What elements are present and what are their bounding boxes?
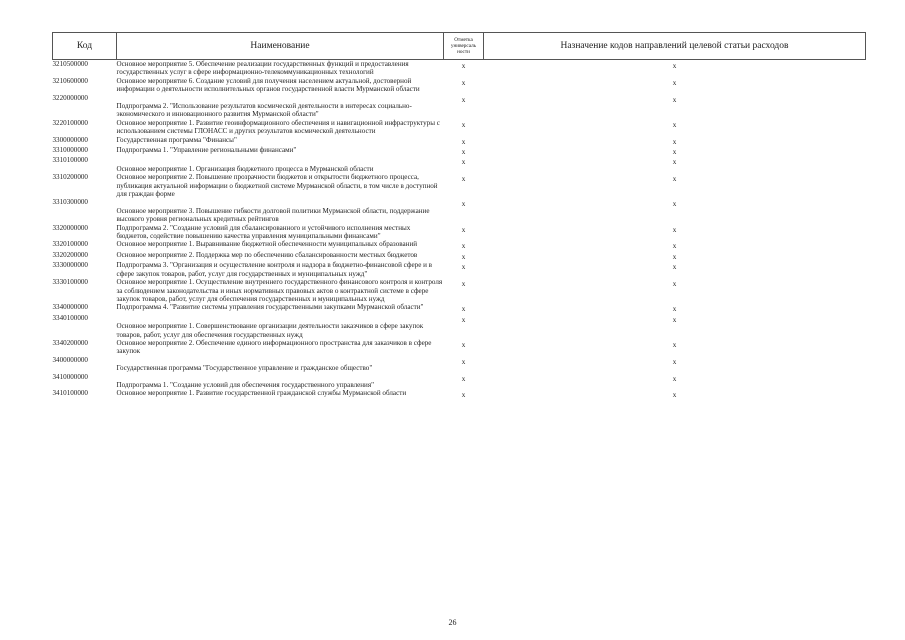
row-flag	[444, 60, 484, 77]
row-name: Основное мероприятие 1. Выравнивание бюджетной обеспеченности муниципальных образований	[116, 240, 418, 249]
table-row	[53, 119, 866, 136]
table-row	[53, 94, 866, 119]
row-flag-mark: x	[461, 225, 466, 234]
row-target-mark: x	[672, 242, 677, 251]
header-code: Код	[53, 33, 117, 60]
page-number: 26	[448, 618, 457, 627]
row-code: 3400000000	[52, 355, 88, 364]
row-code: 3410100000	[52, 389, 88, 398]
header-universality-flag: Отметка универсаль ности	[444, 33, 484, 60]
row-code: 3330100000	[52, 278, 88, 287]
row-target	[484, 94, 866, 119]
row-name: Подпрограмма 1. "Создание условий для обеспечения государственного управления"	[116, 380, 375, 389]
table-row	[53, 251, 866, 261]
row-code: 3210500000	[52, 60, 88, 68]
row-target-mark: x	[672, 62, 677, 70]
row-flag-mark: x	[461, 252, 466, 261]
table-row	[53, 77, 866, 94]
row-flag-mark: x	[461, 175, 466, 184]
row-target-mark: x	[672, 374, 677, 383]
header-name: Наименование	[117, 33, 444, 60]
row-flag-mark: x	[461, 280, 466, 289]
row-name: Государственная программа "Финансы"	[116, 135, 237, 144]
table-row	[53, 389, 866, 399]
row-flag-mark: x	[461, 340, 466, 349]
row-flag-mark: x	[461, 120, 466, 129]
row-target	[484, 77, 866, 94]
row-name: Подпрограмма 2. "Использование результатов космической деятельности в интересах социально-экономического и инновационного развития Мурманской области"	[116, 102, 412, 119]
row-code: 3410000000	[52, 372, 88, 381]
table-row	[53, 60, 866, 77]
row-flag-mark: x	[461, 200, 466, 209]
table-row	[53, 146, 866, 156]
row-name: Подпрограмма 1. "Управление региональными финансами"	[116, 146, 297, 155]
row-flag-mark: x	[461, 242, 466, 251]
row-name: Основное мероприятие 1. Организация бюджетного процесса в Мурманской области	[116, 164, 374, 173]
table-body	[53, 60, 866, 400]
row-code: 3340100000	[52, 313, 88, 322]
row-target	[484, 60, 866, 77]
row-target	[484, 136, 866, 146]
row-target	[484, 356, 866, 373]
row-target	[484, 173, 866, 198]
row-name: Основное мероприятие 6. Создание условий для получения населением актуальной, достоверной информации о деятельности исполнительных органов государственной власти Мурманской области	[116, 76, 420, 94]
row-flag	[444, 303, 484, 313]
row-flag-mark: x	[461, 148, 466, 157]
row-name: Основное мероприятие 2. Поддержка мер по обеспечению сбалансированности местных бюджетов	[116, 250, 418, 259]
row-code: 3310200000	[52, 173, 88, 182]
table-row	[53, 224, 866, 241]
row-target-mark: x	[672, 340, 677, 349]
row-flag-mark: x	[461, 305, 466, 314]
table-row	[53, 198, 866, 223]
row-target	[484, 314, 866, 339]
row-target	[484, 339, 866, 356]
table-row	[53, 339, 866, 356]
row-name: Подпрограмма 3. "Организация и осуществление контроля и надзора в бюджетно-финансовой сфере и в сфере закупок товаров, работ, услуг для государственных и муниципальных нужд"	[116, 261, 433, 278]
row-flag-mark: x	[461, 95, 466, 104]
row-target	[484, 156, 866, 173]
row-target-mark: x	[672, 148, 677, 157]
row-target-mark: x	[672, 305, 677, 314]
row-name: Подпрограмма 4. "Развитие системы управления государственными закупками Мурманской области"	[116, 303, 424, 312]
row-code: 3310100000	[52, 156, 88, 165]
row-name: Основное мероприятие 1. Развитие государственной гражданской службы Мурманской области	[116, 389, 407, 398]
row-name: Основное мероприятие 1. Развитие геоинформационного обеспечения и навигационной инфраструктуры с использованием системы ГЛОНАСС и других результатов космической деятельности	[116, 118, 440, 136]
table-row	[53, 278, 866, 303]
row-target-mark: x	[672, 280, 677, 289]
table-row	[53, 240, 866, 250]
row-name: Основное мероприятие 1. Совершенствование организации деятельности заказчиков в сфере закупок товаров, работ, услуг для обеспечения государственных нужд	[116, 322, 424, 339]
header-target-purpose: Назначение кодов направлений целевой статьи расходов	[484, 33, 866, 60]
row-target	[484, 389, 866, 399]
row-code: 3310000000	[52, 146, 88, 155]
row-name: Основное мероприятие 2. Обеспечение единого информационного пространства для заказчиков в сфере закупок	[116, 338, 432, 356]
row-flag	[444, 94, 484, 119]
row-code: 3340200000	[52, 338, 88, 347]
row-code: 3310300000	[52, 198, 88, 207]
row-target	[484, 303, 866, 313]
row-target-mark: x	[672, 225, 677, 234]
row-flag-mark: x	[461, 78, 466, 87]
row-flag-mark: x	[461, 374, 466, 383]
table-row	[53, 136, 866, 146]
row-flag	[444, 224, 484, 241]
row-code: 3320200000	[52, 250, 88, 259]
row-name: Подпрограмма 2. "Создание условий для сбалансированного и устойчивого исполнения местных бюджетов, содействие повышению качества управления муниципальными финансами"	[116, 223, 411, 241]
row-name: Основное мероприятие 5. Обеспечение реализации государственных функций и предоставления государственных услуг в сфере информационно-телекоммуникационных технологий	[116, 60, 409, 77]
row-target	[484, 119, 866, 136]
row-target	[484, 198, 866, 223]
row-target-mark: x	[672, 78, 677, 87]
row-flag	[444, 136, 484, 146]
row-target-mark: x	[672, 263, 677, 272]
table-row	[53, 173, 866, 198]
row-target-mark: x	[672, 315, 677, 324]
row-flag	[444, 339, 484, 356]
row-target-mark: x	[672, 175, 677, 184]
row-code: 3340000000	[52, 303, 88, 312]
row-flag-mark: x	[461, 315, 466, 324]
row-target-mark: x	[672, 357, 677, 366]
row-flag-mark: x	[461, 391, 466, 400]
row-target-mark: x	[672, 137, 677, 146]
row-flag-mark: x	[461, 62, 466, 70]
row-code: 3220000000	[52, 93, 88, 102]
table-header-row	[53, 33, 866, 60]
row-flag-mark: x	[461, 158, 466, 167]
table-row	[53, 373, 866, 390]
row-flag	[444, 314, 484, 339]
budget-codes-table	[52, 32, 866, 400]
row-target	[484, 224, 866, 241]
row-target-mark: x	[672, 120, 677, 129]
row-target	[484, 251, 866, 261]
row-code: 3320000000	[52, 223, 88, 232]
row-target-mark: x	[672, 158, 677, 167]
row-name: Основное мероприятие 3. Повышение гибкости долговой политики Мурманской области, поддержание высокого уровня региональных кредитных рейтингов	[116, 206, 430, 224]
row-code: 3300000000	[52, 135, 88, 144]
row-flag	[444, 240, 484, 250]
row-flag	[444, 251, 484, 261]
row-flag	[444, 389, 484, 399]
row-target	[484, 146, 866, 156]
row-name: Государственная программа "Государственное управление и гражданское общество"	[116, 364, 373, 373]
row-target	[484, 240, 866, 250]
row-target-mark: x	[672, 95, 677, 104]
row-flag-mark: x	[461, 357, 466, 366]
row-flag	[444, 198, 484, 223]
row-flag	[444, 373, 484, 390]
row-flag	[444, 173, 484, 198]
table-row	[53, 261, 866, 278]
row-flag	[444, 356, 484, 373]
row-flag	[444, 77, 484, 94]
row-code: 3330000000	[52, 261, 88, 270]
table-row	[53, 303, 866, 313]
row-target	[484, 373, 866, 390]
row-target-mark: x	[672, 200, 677, 209]
row-name: Основное мероприятие 1. Осуществление внутреннего государственного финансового контроля и контроля за соблюдением законодательства и иных нормативных правовых актов о контрактной системе в сфере закупок товаров, работ, услуг для обеспечения государственных и муниципальных нужд	[116, 278, 443, 303]
row-code: 3210600000	[52, 76, 88, 85]
row-flag-mark: x	[461, 137, 466, 146]
row-flag	[444, 156, 484, 173]
row-flag	[444, 146, 484, 156]
table-row	[53, 156, 866, 173]
row-target	[484, 261, 866, 278]
row-flag-mark: x	[461, 263, 466, 272]
row-code: 3320100000	[52, 240, 88, 249]
row-flag	[444, 278, 484, 303]
row-target-mark: x	[672, 252, 677, 261]
row-flag	[444, 261, 484, 278]
row-code: 3220100000	[52, 118, 88, 127]
row-flag	[444, 119, 484, 136]
row-name: Основное мероприятие 2. Повышение прозрачности бюджетов и открытости бюджетного процесса, публикация актуальной информации о бюджетной системе Мурманской области, в том числе в доступной для граждан форме	[116, 173, 438, 199]
table-row	[53, 356, 866, 373]
table-row	[53, 314, 866, 339]
row-target-mark: x	[672, 391, 677, 400]
row-target	[484, 278, 866, 303]
